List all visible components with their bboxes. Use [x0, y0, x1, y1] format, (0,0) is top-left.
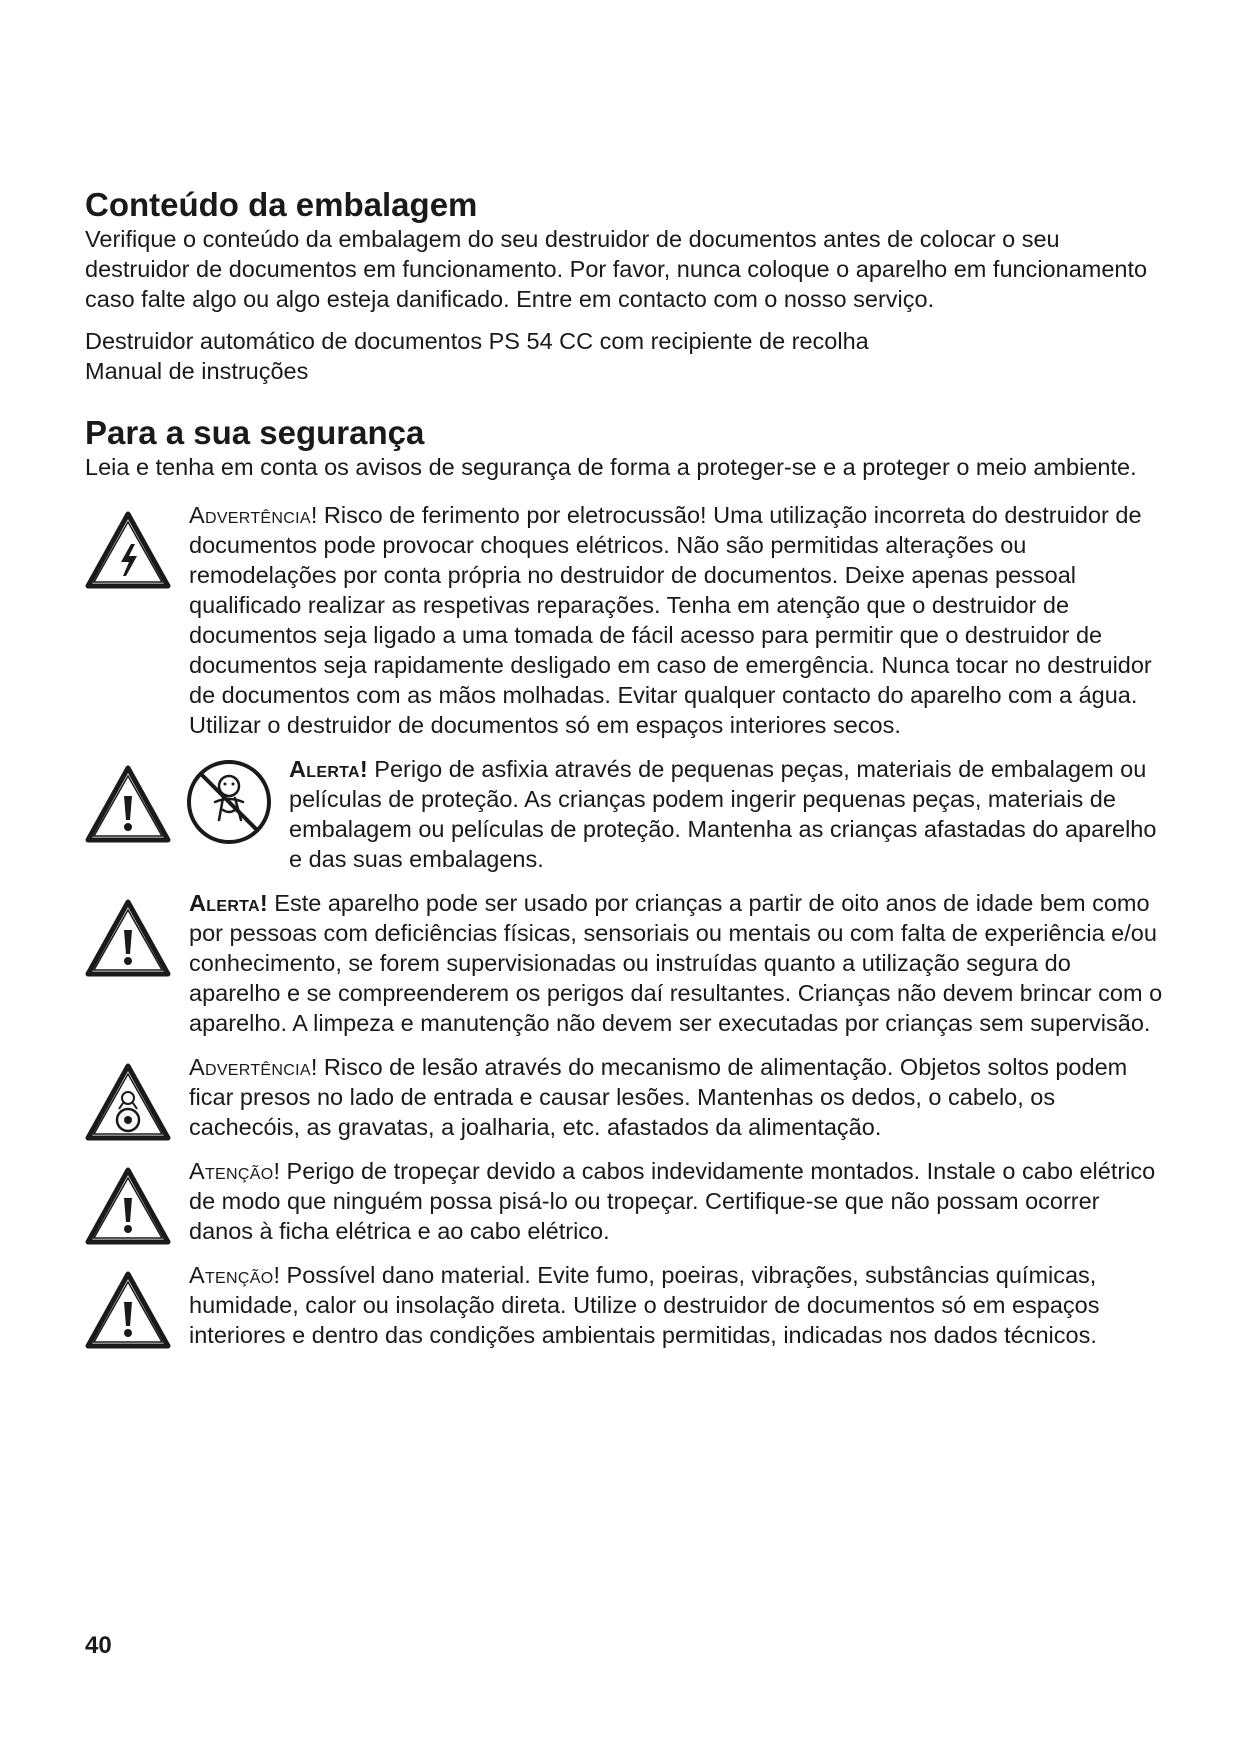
- warning-body: Perigo de tropeçar devido a cabos indevidamente montados. Instale o cabo elétrico de modo que ninguém possa pisá-lo ou tropeçar. Certifique-se que não possam ocorrer danos à ficha elétrica e ao cabo elétrico.: [189, 1158, 1156, 1244]
- warning-block: [85, 1260, 1165, 1350]
- package-contents-intro: Verifique o conteúdo da embalagem do seu destruidor de documentos antes de colocar o seu destruidor de documentos em funcionamento. Por favor, nunca coloque o aparelho em funcionamento caso falte algo ou algo esteja danificado. Entre em contacto com o nosso serviço.: [85, 226, 1148, 312]
- heading-safety: Para a sua segurança: [85, 414, 425, 451]
- warning-keyword: Alerta: [289, 756, 360, 782]
- warning-body: Risco de ferimento por eletrocussão! Uma utilização incorreta do destruidor de documentos pode provocar choques elétricos. Não são permitidas alterações ou remodelações por conta própria no destruidor de documentos. Deixe apenas pessoal qualificado realizar as respetivas reparações. Tenha em atenção que o destruidor de documentos seja ligado a uma tomada de fácil acesso para permitir que o destruidor de documentos seja rapidamente desligado em caso de emergência. Nunca tocar no destruidor de documentos com as mãos molhadas. Evitar qualquer contacto do aparelho com a água. Utilizar o destruidor de documentos só em espaços interiores secos.: [189, 502, 1152, 738]
- warning-text: [189, 1156, 1165, 1246]
- general-warning-icon: [85, 898, 171, 978]
- heading-package-contents: Conteúdo da embalagem: [85, 186, 478, 223]
- warning-block: [85, 1052, 1165, 1142]
- warning-body: Possível dano material. Evite fumo, poeiras, vibrações, substâncias químicas, humidade, calor ou insolação direta. Utilize o destruidor de documentos só em espaços interiores e dentro das condições ambientais permitidas, indicadas nos dados técnicos.: [189, 1262, 1100, 1348]
- warning-mark: !: [359, 756, 368, 782]
- general-warning-icon: [85, 1270, 171, 1350]
- warning-body: Este aparelho pode ser usado por crianças a partir de oito anos de idade bem como por pessoas com deficiências físicas, sensoriais ou mentais ou com falta de experiência e/ou conhecimento, se forem supervisionadas ou instruídas quanto a utilização segura do aparelho e se compreenderem os perigos daí resultantes. Crianças não devem brincar com o aparelho. A limpeza e manutenção não devem ser executadas por crianças sem supervisão.: [189, 890, 1163, 1036]
- general-warning-icon: [85, 764, 171, 844]
- warning-text: [289, 754, 1165, 874]
- page-content: [85, 186, 1165, 1350]
- general-warning-icon: [85, 1166, 171, 1246]
- warning-block: [85, 754, 1165, 874]
- safety-intro: Leia e tenha em conta os avisos de segurança de forma a proteger-se e a proteger o meio ambiente.: [85, 454, 1137, 480]
- warning-block: [85, 500, 1165, 740]
- warning-text: [189, 500, 1165, 740]
- warning-block: [85, 1156, 1165, 1246]
- warning-mark: !: [273, 1158, 280, 1184]
- electric-hazard-icon: [85, 510, 171, 590]
- warning-text: [189, 888, 1165, 1038]
- warning-text: [189, 1052, 1165, 1142]
- warning-keyword: Advertência: [189, 1054, 311, 1080]
- entanglement-hazard-icon: [85, 1062, 171, 1142]
- warning-mark: !: [310, 1054, 318, 1080]
- warning-mark: !: [273, 1262, 280, 1288]
- warning-body: Perigo de asfixia através de pequenas peças, materiais de embalagem ou películas de proteção. As crianças podem ingerir pequenas peças, materiais de embalagem ou películas de proteção. Mantenha as crianças afastadas do aparelho e das suas embalagens.: [289, 756, 1157, 872]
- warning-keyword: Atenção: [189, 1262, 274, 1288]
- package-contents-list: [85, 326, 1165, 386]
- list-item: Manual de instruções: [85, 358, 309, 384]
- no-small-children-icon: [185, 758, 273, 846]
- page-number: 40: [85, 1632, 112, 1659]
- warning-mark: !: [310, 502, 318, 528]
- warning-keyword: Alerta: [189, 890, 260, 916]
- warning-keyword: Atenção: [189, 1158, 274, 1184]
- warning-text: [189, 1260, 1165, 1350]
- warning-block: [85, 888, 1165, 1038]
- list-item: Destruidor automático de documentos PS 54 CC com recipiente de recolha: [85, 328, 869, 354]
- warning-body: Risco de lesão através do mecanismo de alimentação. Objetos soltos podem ficar presos no lado de entrada e causar lesões. Mantenhas os dedos, o cabelo, os cachecóis, as gravatas, a joalharia, etc. afastados da alimentação.: [189, 1054, 1128, 1140]
- warning-keyword: Advertência: [189, 502, 311, 528]
- warning-mark: !: [259, 890, 268, 916]
